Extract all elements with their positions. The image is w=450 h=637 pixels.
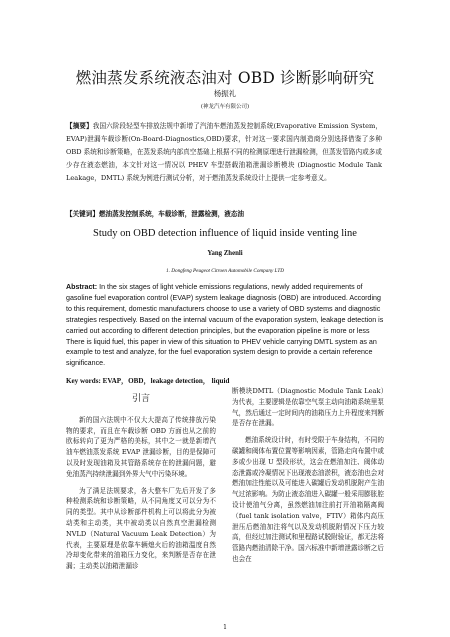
keywords-en: Key words: EVAP，OBD，leakage detection， liquid: [66, 377, 230, 385]
abstract-cn-label: 【摘要】: [66, 122, 93, 130]
body-column-left: [66, 386, 216, 578]
author-affiliation: (神龙汽车有限公司): [200, 104, 250, 110]
abstract-cn-text: 我国六阶段轻型车排放法规中新增了汽油车燃油蒸发控制系统(Evaporative Emission System，EVAP)泄漏车载诊断(On-Board-Diagnostics,OBD)要求，针对这一要求国内制造商分别选择借鉴了多种 OBD 系统和诊断策略，在蒸发系统内部真空基础上根据不同的检测原理进行泄漏检测，但蒸发管路内或多或少存在液态燃油，本文针对这一情况以 PHEV 车型搭载油箱泄漏诊断模块 (Diagnostic Module Tank Leakage，DMTL) 系统为例进行测试分析，对于燃油蒸发系统设计上提供一定参考意义。: [66, 122, 383, 182]
abstract-en-text: In the six stages of light vehicle emissions regulations, newly added requirements of gasoline fuel evaporation control (EVAP) system leakage diagnosis (OBD) are introduced. According to this requirement, domestic manufacturers choose to use a variety of OBD systems and diagnostic strategies respectively. Based on the internal vacuum of the evaporation system, leakage detection is carried out according to different detection principles, but the evaporation pipeline is more or less There is liquid fuel, this paper in view of this situation to PHEV vehicle carrying DMTL system as an example to test and analyze, for the fuel evaporation system design to provide a certain reference significance.: [66, 283, 384, 368]
abstract-en-label: Abstract:: [66, 283, 98, 291]
abstract-en: [66, 282, 384, 369]
author-name: 杨振礼: [213, 89, 237, 98]
page-number: 1: [223, 624, 227, 631]
keywords-cn: 【关键词】燃油蒸发控制系统，车载诊断，泄露检测，液态油: [66, 210, 245, 218]
section-heading-intro: 引言: [131, 394, 150, 404]
author-name-en: Yang Zhenli: [207, 250, 243, 257]
abstract-cn: [66, 120, 382, 185]
paper-title: 燃油蒸发系统液态油对 OBD 诊断影响研究: [75, 69, 375, 87]
body-paragraph: 断模块DMTL（Diagnostic Module Tank Leak）为代表，主要逻辑是依靠空气泵主动向油箱系统里泵气，然后通过一定时间内的油箱压力上升程度来判断是否存在泄漏。: [232, 387, 384, 428]
author-affiliation-en: 1. Dongfeng Peugeot Citroen Automobile Company LTD: [166, 268, 284, 274]
paper-title-en: Study on OBD detection influence of liquid inside venting line: [93, 228, 357, 239]
body-paragraph: 新的国六法规中不仅大大提高了传统排放污染物的要求，而且在车载诊断 OBD 方面也从之前的欧标转向了更为严格的美标，其中之一就是新增汽油车燃油蒸发系统 EVAP 泄漏诊断，目的是保障可以及时发现油箱及其管路系统存在的泄漏问题，避免油蒸汽持续泄漏到外界大气中污染环境。: [66, 415, 216, 478]
body-paragraph: 燃油系统设计时，有时受限于车身结构，不同的碳罐和阀体布置位置等影响因素，管路走向布置中或多或少出现 U 型段形状，这会在燃油加注、阀体动态泄露或冷凝情况下出现液态油淤积，液态油也会对燃油加注性能以及可能进入碳罐后发动机脱附产生油气过浓影响。为防止液态油进入碳罐一般采用膨胀腔设计使油气分离，虽然燃油加注前打开油箱隔离阀（fuel tank isolation valve，FTIV）箱体内高压泄压后燃油加注将气以及发动机脱附情况下压力较高，但经过加注测试和里程路试脱附验证，都无法将管路内燃油清除干净。国六标准中新增泄露诊断之后也会在: [232, 436, 384, 563]
body-paragraph: 为了满足法规要求，各大整车厂先后开发了多种检测系统和诊断策略，从不同角度又可以分为不同的类型。其中从诊断部件机构上可以将此分为被动类和主动类，其中被动类以自然真空泄漏检测NVLD（Natural Vacuum Leak Detection）为代表，主要原理是依靠车辆熄火后的油箱温度自然冷却变化带来的油箱压力变化，来判断是否存在泄漏；主动类以油箱泄漏诊: [66, 486, 216, 571]
body-column-right: [232, 386, 384, 571]
